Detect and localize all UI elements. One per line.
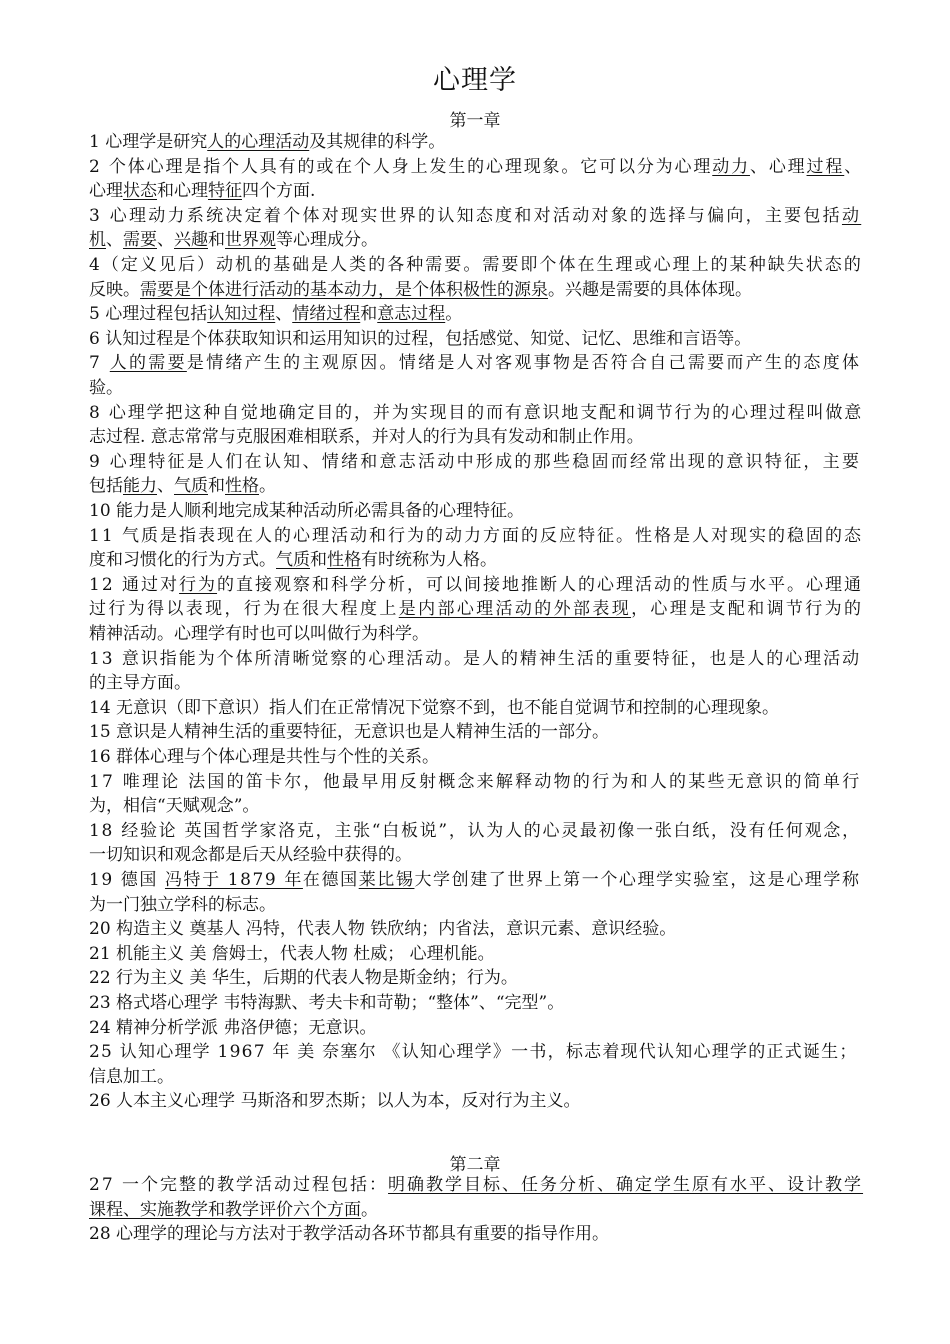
text-run: 四个方面. [242, 181, 316, 202]
text-line [89, 917, 676, 941]
text-run: 1 心理学是研究 [89, 132, 208, 152]
text-run: 17 唯理论 法国的笛卡尔，他最早用反射概念来解释动物的行为和人的某些无意识的简单行 [89, 771, 862, 792]
text-line [89, 745, 439, 769]
text-line [89, 401, 863, 425]
text-run: 和 [208, 476, 225, 497]
underlined-term: 特征 [208, 181, 242, 202]
text-line [89, 671, 191, 695]
text-run: 志过程. 意志常常与克服困难相联系，并对人的行为具有发动和制止作用。 [89, 427, 644, 448]
text-line [89, 794, 259, 818]
text-run: 、 [106, 230, 123, 251]
text-run: 19 德国 [89, 870, 165, 890]
text-run: 一切知识和观念都是后天从经验中获得的。 [89, 845, 412, 866]
underlined-term: 行为 [179, 574, 218, 595]
text-line [89, 573, 863, 597]
text-line [89, 696, 779, 720]
text-run: 14 无意识（即下意识）指人们在正常情况下觉察不到，也不能自觉调节和控制的心理现象。 [89, 697, 780, 718]
text-run: 在德国 [302, 870, 359, 890]
underlined-term: 机 [89, 230, 106, 251]
text-line [89, 155, 863, 179]
text-run: 13 意识指能为个体所清晰觉察的心理活动。是人的精神生活的重要特征，也是人的心理活动 [89, 648, 862, 669]
text-line [89, 425, 644, 449]
text-run: 信息加工。 [89, 1066, 174, 1087]
underlined-term: 能力 [123, 476, 157, 497]
underlined-term: 气质 [174, 476, 208, 497]
underlined-term: 人的需要 [109, 353, 187, 374]
text-line [89, 597, 863, 621]
text-line [89, 278, 752, 302]
text-run: 6 认知过程是个体获取知识和运用知识的过程，包括感觉、知觉、记忆、思维和言语等。 [89, 328, 752, 349]
text-line [89, 253, 863, 277]
underlined-term: 动 [841, 205, 862, 226]
text-line [89, 179, 315, 203]
underlined-term: 课程、实施教学和教学评价六个方面 [89, 1199, 361, 1220]
text-run: 。 [361, 1199, 378, 1220]
text-line [89, 647, 861, 671]
underlined-term: 认知过程 [207, 304, 276, 325]
text-run: 和心理 [157, 181, 208, 202]
text-line [89, 327, 751, 351]
text-run: 22 行为主义 美 华生，后期的代表人物是斯金纳；行为。 [89, 968, 518, 989]
text-run: 、 [157, 476, 174, 497]
underlined-term: 冯特于 1879 年 [164, 870, 303, 890]
underlined-term: 世界观 [225, 230, 276, 251]
text-run: 16 群体心理与个体心理是共性与个性的关系。 [89, 747, 440, 767]
underlined-term: 人的心理活动 [207, 132, 310, 152]
text-run: 包括 [89, 476, 123, 497]
underlined-term: 气质 [276, 550, 310, 571]
text-run: 24 精神分析学派 弗洛伊德；无意识。 [89, 1017, 377, 1038]
text-run: 度和习惯化的行为方式。 [89, 550, 276, 571]
text-line [89, 819, 861, 843]
text-line [89, 499, 524, 523]
underlined-term: 兴趣 [174, 230, 208, 251]
text-run: 心理 [89, 181, 123, 202]
text-run: 7 [89, 353, 110, 374]
text-run: 反映。 [89, 279, 140, 300]
text-run: 大学创建了世界上第一个心理学实验室，这是心理学称 [414, 870, 861, 890]
underlined-term: 情绪过程 [292, 304, 361, 325]
text-line [89, 622, 429, 646]
underlined-term: 需要 [123, 230, 157, 251]
text-run: 。 [445, 304, 463, 325]
underlined-term: 意志过程 [377, 304, 446, 325]
text-run: 。兴趣是需要的具体体现。 [548, 279, 752, 300]
text-run: 3 心理动力系统决定着个体对现实世界的认知态度和对活动对象的选择与偏向，主要包括 [89, 205, 842, 226]
underlined-term: 过程 [806, 156, 845, 177]
text-line [89, 130, 445, 154]
text-run: 26 人本主义心理学 马斯洛和罗杰斯；以人为本，反对行为主义。 [89, 1091, 581, 1112]
text-run: 12 通过对 [89, 574, 180, 595]
text-run: 21 机能主义 美 詹姆士，代表人物 杜威； 心理机能。 [89, 943, 495, 964]
underlined-term: 需要是个体进行活动的基本动力，是个体积极性的源泉 [140, 279, 548, 300]
text-run: 15 意识是人精神生活的重要特征，无意识也是人精神生活的一部分。 [89, 722, 610, 743]
text-run: 为一门独立学科的标志。 [89, 894, 276, 915]
text-run: 精神活动。心理学有时也可以叫做行为科学。 [89, 624, 429, 644]
text-run: 有时统称为人格。 [361, 550, 497, 571]
text-line [89, 942, 495, 966]
chapter-heading: 第一章 [449, 111, 501, 131]
text-run: 20 构造主义 奠基人 冯特，代表人物 铁欣纳；内省法，意识元素、意识经验。 [89, 919, 677, 940]
underlined-term: 状态 [123, 181, 157, 202]
text-line [89, 770, 861, 794]
text-run: 11 气质是指表现在人的心理活动和行为的动力方面的反应特征。性格是人对现实的稳固的态 [89, 525, 864, 546]
underlined-term: 明确教学目标、任务分析、确定学生原有水平、设计教学 [388, 1175, 864, 1195]
text-line [89, 450, 861, 474]
text-run: 23 格式塔心理学 韦特海默、考夫卡和苛勒；“整体”、“完型”。 [89, 993, 565, 1013]
text-line [89, 474, 276, 498]
underlined-term: 性格 [225, 476, 259, 497]
text-run: 、 [844, 156, 864, 177]
text-line [89, 1089, 580, 1113]
text-run: 、 [157, 230, 174, 251]
text-run: 25 认知心理学 1967 年 美 奈塞尔 《认知心理学》一书，标志着现代认知心理学的正式诞生； [89, 1042, 858, 1063]
underlined-term: 动力 [712, 156, 750, 177]
text-run: 等心理成分。 [276, 230, 378, 251]
underlined-term: 是内部心理活动的外部表现 [398, 599, 632, 620]
text-run: 的直接观察和科学分析，可以间接地推断人的心理活动的性质与水平。心理通 [217, 574, 864, 595]
text-run: 。 [259, 476, 276, 497]
text-line [89, 548, 497, 572]
text-run: 过行为得以表现，行为在很大程度上 [89, 599, 399, 620]
text-run: 8 心理学把这种自觉地确定目的，并为实现目的而有意识地支配和调节行为的心理过程叫做意 [89, 402, 864, 423]
text-line [89, 1173, 863, 1197]
text-run: 是情绪产生的主观原因。情绪是人对客观事物是否符合自己需要而产生的态度体 [186, 353, 862, 374]
text-line [89, 843, 412, 867]
text-run: 9 心理特征是人们在认知、情绪和意志活动中形成的那些稳固而经常出现的意识特征，主要 [89, 451, 862, 472]
text-line [89, 302, 462, 326]
text-run: 18 经验论 英国哲学家洛克，主张“白板说”，认为人的心灵最初像一张白纸，没有任何观念， [89, 820, 861, 841]
text-line [89, 868, 861, 892]
text-line [89, 351, 861, 375]
text-run: 27 一个完整的教学活动过程包括： [89, 1175, 389, 1195]
text-line [89, 1016, 376, 1040]
text-run: 为，相信“天赋观念”。 [89, 796, 260, 817]
underlined-term: 性格 [327, 550, 361, 571]
text-line [89, 376, 123, 400]
text-run: 和 [208, 230, 225, 251]
text-run: 28 心理学的理论与方法对于教学活动各环节都具有重要的指导作用。 [89, 1224, 610, 1245]
text-line [89, 228, 378, 252]
text-line [89, 1040, 858, 1064]
text-line [89, 893, 276, 917]
text-run: 5 心理过程包括 [89, 304, 208, 325]
text-line [89, 720, 609, 744]
text-run: 4（定义见后）动机的基础是人类的各种需要。需要即个体在生理或心理上的某种缺失状态的 [89, 255, 863, 275]
text-run: ，心理是支配和调节行为的 [631, 599, 864, 620]
text-run: 10 能力是人顺利地完成某种活动所必需具备的心理特征。 [89, 501, 525, 521]
document-title: 心理学 [433, 65, 517, 96]
text-line [89, 966, 518, 990]
text-line [89, 204, 861, 228]
text-line [89, 991, 564, 1015]
chapter-heading: 第二章 [449, 1155, 501, 1175]
text-line [89, 1198, 378, 1222]
text-run: 和 [310, 550, 327, 571]
text-run: 及其规律的科学。 [309, 132, 446, 152]
text-run: 2 个体心理是指个人具有的或在个人身上发生的心理现象。它可以分为心理 [89, 156, 713, 177]
text-run: 、 [275, 304, 293, 325]
text-line [89, 1222, 609, 1246]
text-line [89, 1065, 174, 1089]
text-line [89, 524, 863, 548]
text-run: 、心理 [749, 156, 807, 177]
text-run: 和 [360, 304, 378, 325]
underlined-term: 莱比锡 [358, 870, 415, 890]
text-run: 的主导方面。 [89, 673, 191, 694]
text-run: 验。 [89, 378, 123, 398]
